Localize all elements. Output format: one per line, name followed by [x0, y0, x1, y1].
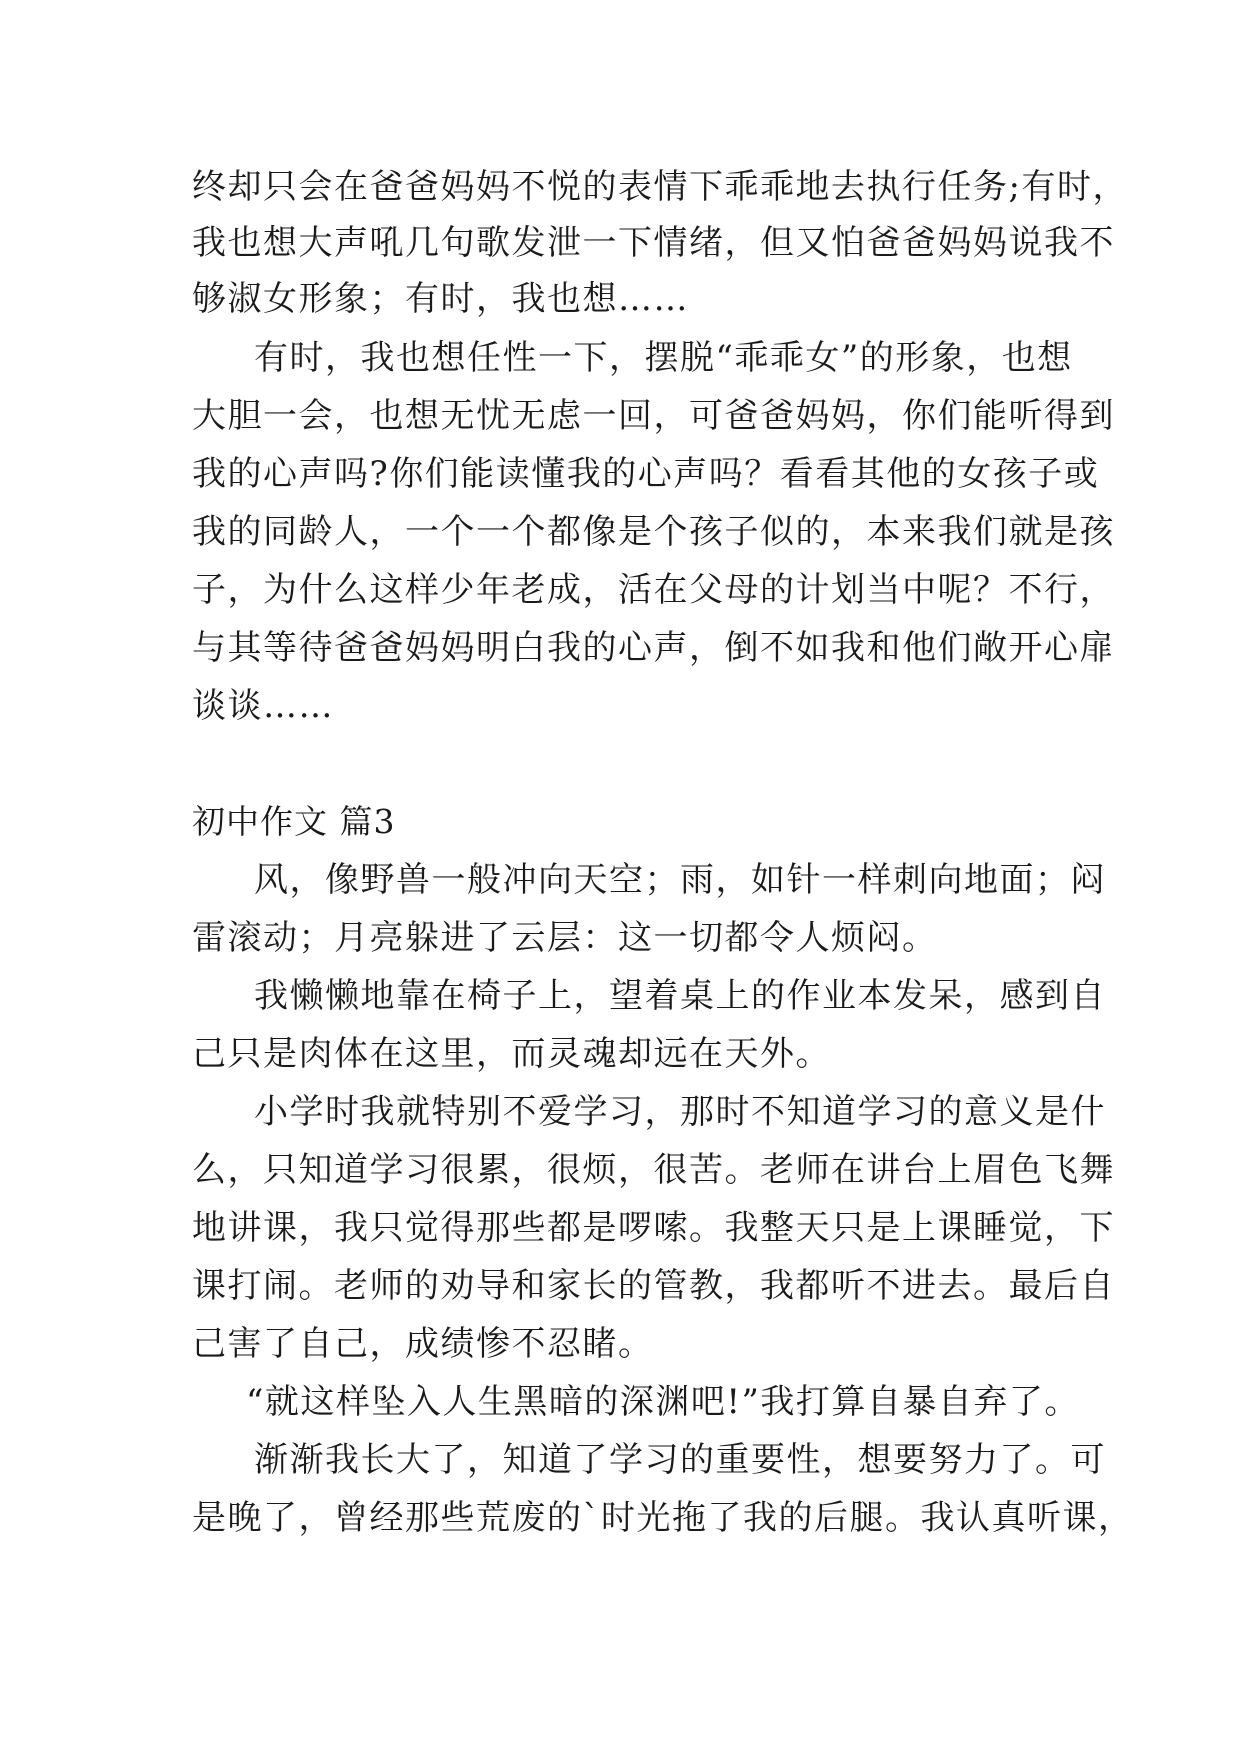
text-line: 课打闹。老师的劝导和家长的管教，我都听不进去。最后自	[192, 1266, 1115, 1306]
text-line: 小学时我就特别不爱学习，那时不知道学习的意义是什	[254, 1092, 1106, 1132]
text-line: 己害了自己，成绩惨不忍睹。	[192, 1324, 654, 1364]
text-line: 我也想大声吼几句歌发泄一下情绪，但又怕爸爸妈妈说我不	[192, 223, 1115, 263]
text-line: 大胆一会，也想无忧无虑一回，可爸爸妈妈，你们能听得到	[192, 396, 1115, 436]
text-line: 渐渐我长大了，知道了学习的重要性，想要努力了。可	[254, 1440, 1106, 1480]
text-line: 么，只知道学习很累，很烦，很苦。老师在讲台上眉色飞舞	[192, 1150, 1115, 1190]
text-line: 够淑女形象；有时，我也想……	[192, 279, 689, 319]
text-line: 我的同龄人，一个一个都像是个孩子似的，本来我们就是孩	[192, 512, 1115, 552]
text-line: 己只是肉体在这里，而灵魂却远在天外。	[192, 1034, 831, 1074]
text-line: 子，为什么这样少年老成，活在父母的计划当中呢？不行，	[192, 570, 1115, 610]
essay-heading: 初中作文 篇3	[192, 802, 396, 841]
text-line: 与其等待爸爸妈妈明白我的心声，倒不如我和他们敞开心扉	[192, 628, 1115, 668]
text-line: 雷滚动；月亮躲进了云层：这一切都令人烦闷。	[192, 918, 938, 958]
text-line: 是晚了，曾经那些荒废的`时光拖了我的后腿。我认真听课，	[192, 1498, 1134, 1538]
text-line: 谈谈……	[192, 686, 334, 726]
text-line: 我的心声吗?你们能读懂我的心声吗？看看其他的女孩子或	[192, 454, 1100, 494]
text-line: 地讲课，我只觉得那些都是啰嗦。我整天只是上课睡觉，下	[192, 1208, 1115, 1248]
text-line: 终却只会在爸爸妈妈不悦的表情下乖乖地去执行任务;有时，	[192, 167, 1128, 207]
text-line: 有时，我也想任性一下，摆脱“乖乖女”的形象，也想	[254, 338, 1073, 378]
text-line: 我懒懒地靠在椅子上，望着桌上的作业本发呆，感到自	[254, 976, 1106, 1016]
text-line: 风，像野兽一般冲向天空；雨，如针一样刺向地面；闷	[254, 860, 1106, 900]
text-line: “就这样坠入人生黑暗的深渊吧!”我打算自暴自弃了。	[246, 1382, 1080, 1422]
